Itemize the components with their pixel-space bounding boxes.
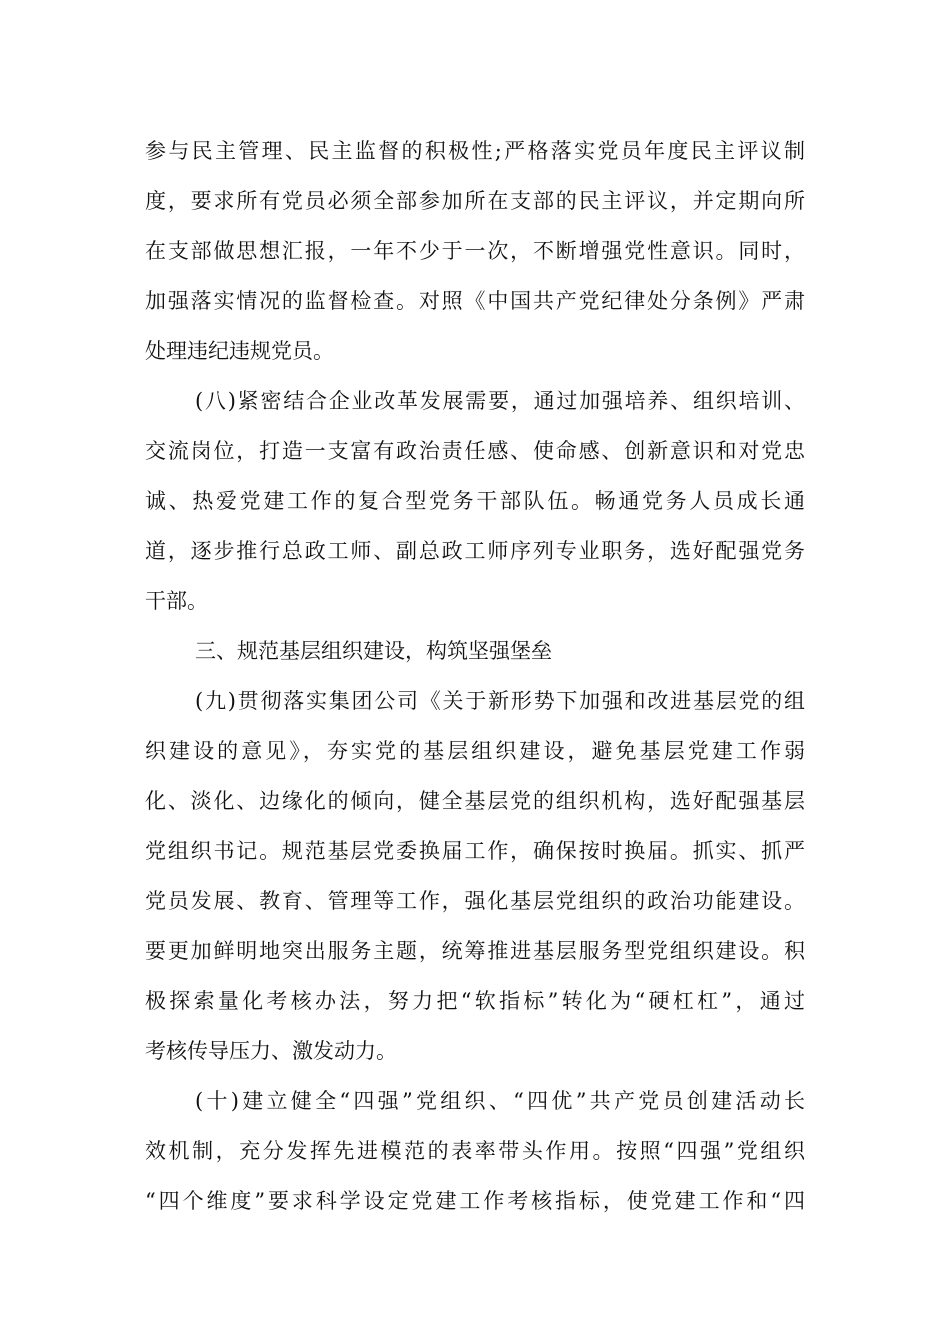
text-line: 度，要求所有党员必须全部参加所在支部的民主评议，并定期向所 (145, 189, 805, 213)
text-line: 道，逐步推行总政工师、副总政工师序列专业职务，选好配强党务 (145, 539, 805, 563)
text-line: 织建设的意见》，夯实党的基层组织建设，避免基层党建工作弱 (145, 739, 805, 763)
text-line: 效机制，充分发挥先进模范的表率带头作用。按照“四强”党组织 (145, 1139, 805, 1163)
text-line: 加强落实情况的监督检查。对照《中国共产党纪律处分条例》严肃 (145, 289, 805, 313)
paragraph-start-line: (九)贯彻落实集团公司《关于新形势下加强和改进基层党的组 (195, 689, 805, 713)
text-line: 要更加鲜明地突出服务主题，统筹推进基层服务型党组织建设。积 (145, 939, 805, 963)
text-line: 在支部做思想汇报，一年不少于一次，不断增强党性意识。同时， (145, 239, 805, 263)
paragraph-start-line: (十)建立健全“四强”党组织、“四优”共产党员创建活动长 (195, 1089, 805, 1113)
text-line: 处理违纪违规党员。 (145, 339, 334, 363)
text-line: 考核传导压力、激发动力。 (145, 1039, 397, 1063)
text-line: 党组织书记。规范基层党委换届工作，确保按时换届。抓实、抓严 (145, 839, 805, 863)
text-line: 化、淡化、边缘化的倾向，健全基层党的组织机构，选好配强基层 (145, 789, 805, 813)
paragraph-start-line: (八)紧密结合企业改革发展需要，通过加强培养、组织培训、 (195, 389, 805, 413)
text-line: 干部。 (145, 589, 208, 613)
section-heading: 三、规范基层组织建设，构筑坚强堡垒 (195, 639, 552, 663)
text-line: 交流岗位，打造一支富有政治责任感、使命感、创新意识和对党忠 (145, 439, 805, 463)
text-line: 极探索量化考核办法，努力把“软指标”转化为“硬杠杠”，通过 (145, 989, 805, 1013)
text-line: 参与民主管理、民主监督的积极性;严格落实党员年度民主评议制 (145, 139, 805, 163)
text-line: 诚、热爱党建工作的复合型党务干部队伍。畅通党务人员成长通 (145, 489, 805, 513)
text-line: “四个维度”要求科学设定党建工作考核指标，使党建工作和“四 (145, 1189, 805, 1213)
text-line: 党员发展、教育、管理等工作，强化基层党组织的政治功能建设。 (145, 889, 805, 913)
